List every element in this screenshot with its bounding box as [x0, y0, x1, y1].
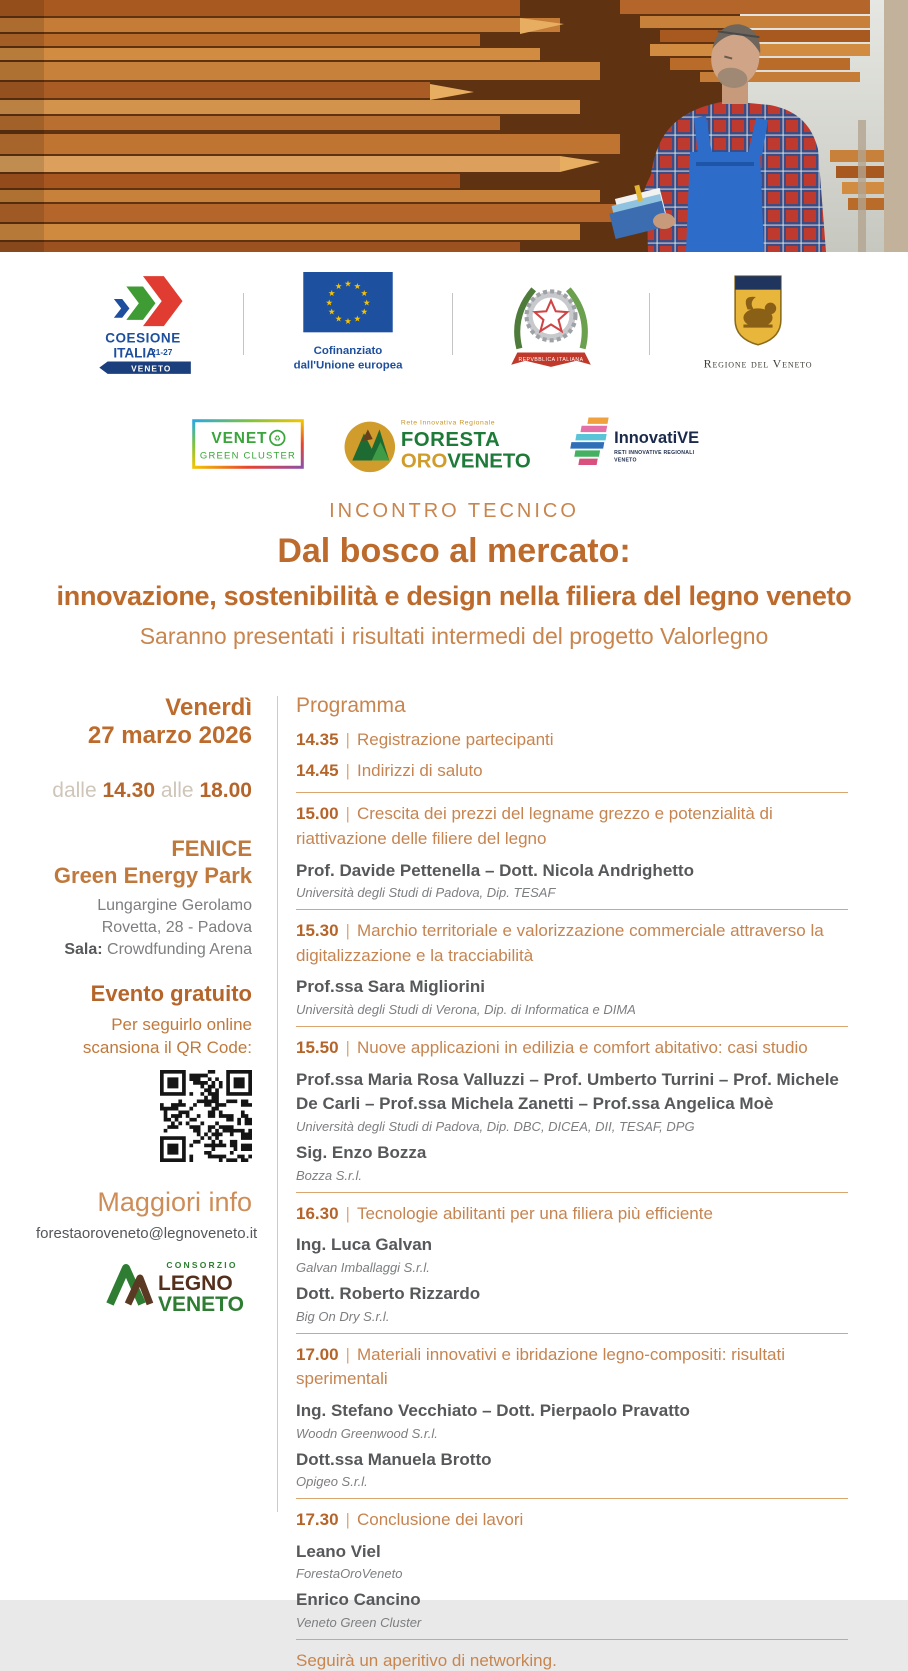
svg-text:Rete Innovativa Regionale: Rete Innovativa Regionale: [400, 419, 496, 427]
svg-text:dall'Unione europea: dall'Unione europea: [293, 359, 402, 372]
program-entry: [296, 1508, 848, 1533]
svg-text:VENETO: VENETO: [614, 456, 637, 463]
regione-caption: Regione del Veneto: [703, 356, 812, 371]
content-columns: [0, 688, 908, 1671]
logo-veneto-green-cluster: [192, 415, 304, 478]
event-title: Dal bosco al mercato:: [277, 532, 631, 570]
entry-time: 14.35: [296, 730, 339, 749]
speaker-name: Prof.ssa Sara Migliorini: [296, 977, 485, 997]
svg-text:★: ★: [327, 287, 336, 298]
program-entry: [296, 759, 848, 784]
entry-title: Nuove applicazioni in edilizia e comfort abitativo: casi studio: [356, 1038, 808, 1058]
speaker-name: Sig. Enzo Bozza: [296, 1143, 427, 1163]
recycle-icon: ♻: [273, 433, 281, 443]
logo-regione-veneto: [650, 272, 866, 376]
entry-time: 15.30: [296, 921, 339, 941]
speaker-affiliation: Big On Dry S.r.l.: [296, 1308, 390, 1324]
speaker-name: Prof. Davide Pettenella – Dott. Nicola Andrighetto: [296, 860, 694, 880]
title-block: [0, 500, 908, 650]
speaker-name: Leano Viel: [296, 1541, 381, 1561]
svg-text:GREEN CLUSTER: GREEN CLUSTER: [199, 450, 297, 462]
speaker-affiliation: Bozza S.r.l.: [296, 1167, 362, 1183]
pipe-separator: |: [345, 1203, 350, 1223]
speaker-name: Ing. Stefano Vecchiato – Dott. Pierpaolo Pravatto: [296, 1400, 690, 1420]
program-entry: [296, 1202, 848, 1227]
entry-title: Marchio territoriale e valorizzazione commerciale attraverso la digitalizzazione e la tracciabilità: [296, 921, 824, 965]
svg-text:★: ★: [343, 316, 352, 326]
event-subtitle: innovazione, sostenibilità e design nella filiera del legno veneto: [56, 581, 852, 611]
more-info-heading: Maggiori info: [97, 1186, 252, 1217]
svg-text:VENETO: VENETO: [158, 1292, 244, 1316]
pipe-separator: |: [345, 804, 350, 824]
hero-photo: [0, 0, 908, 252]
entry-time: 14.45: [296, 760, 339, 780]
entry-title: Tecnologie abilitanti per una filiera più efficiente: [356, 1203, 713, 1223]
svg-text:CONSORZIO: CONSORZIO: [166, 1259, 238, 1270]
logo-innovative: [558, 412, 716, 481]
program-heading: Programma: [296, 694, 406, 717]
program-divider: [296, 1192, 848, 1193]
program-divider: [296, 1498, 848, 1499]
repubblica-ribbon: REPVBBLICA ITALIANA: [517, 357, 584, 364]
program-entry: [296, 1036, 848, 1061]
svg-text:★: ★: [353, 313, 361, 324]
program-divider: [296, 1333, 848, 1334]
free-event-label: Evento gratuito: [90, 980, 252, 1006]
program-entry: [296, 919, 848, 968]
program-closing: Seguirà un aperitivo di networking.: [296, 1651, 557, 1671]
entry-time: 17.30: [296, 1510, 339, 1530]
svg-text:★: ★: [343, 278, 352, 289]
svg-text:21-27: 21-27: [150, 347, 172, 358]
speaker-affiliation: Opigeo S.r.l.: [296, 1474, 368, 1490]
entry-time: 16.30: [296, 1203, 339, 1223]
speaker-affiliation: Università degli Studi di Padova, Dip. TESAF: [296, 885, 556, 901]
program-divider: [296, 792, 848, 793]
venue-address: Lungargine Gerolamo Rovetta, 28 - Padova: [97, 896, 252, 937]
speaker-affiliation: Università degli Studi di Verona, Dip. di Informatica e DIMA: [296, 1002, 636, 1018]
email-link[interactable]: forestaoroveneto@legnoveneto.it: [36, 1224, 258, 1242]
entry-title: Registrazione partecipanti: [356, 730, 554, 749]
speaker-name: Enrico Cancino: [296, 1590, 421, 1610]
venue-name: FENICE Green Energy Park: [53, 835, 252, 889]
svg-text:VENETO: VENETO: [130, 363, 171, 374]
logo-coesione-italia: [43, 274, 243, 374]
program-entry: [296, 802, 848, 851]
program-divider: [296, 1026, 848, 1027]
pipe-separator: |: [345, 1510, 350, 1530]
institutional-logos-row: [0, 266, 908, 382]
logo-eu-flag: [244, 272, 452, 376]
partner-logos-row: [0, 404, 908, 488]
svg-text:★: ★: [325, 297, 333, 308]
svg-text:★: ★: [353, 281, 361, 292]
contact-email[interactable]: [36, 1224, 258, 1242]
event-kicker: INCONTRO TECNICO: [329, 500, 579, 522]
event-info-column: [36, 688, 258, 1321]
svg-text:★: ★: [334, 281, 342, 292]
entry-time: 17.00: [296, 1344, 339, 1364]
svg-text:★: ★: [359, 306, 368, 317]
program-entry: [296, 728, 848, 753]
svg-text:LEGNO: LEGNO: [158, 1271, 233, 1295]
program-divider: [296, 1639, 848, 1640]
program-column: [296, 688, 848, 1671]
event-tagline: Saranno presentati i risultati intermedi del progetto Valorlegno: [139, 623, 769, 649]
speaker-affiliation: Galvan Imballaggi S.r.l.: [296, 1259, 430, 1275]
svg-text:RETI INNOVATIVE REGIONALI: RETI INNOVATIVE REGIONALI: [614, 449, 695, 456]
entry-time: 15.00: [296, 804, 339, 824]
speaker-affiliation: ForestaOroVeneto: [296, 1566, 403, 1582]
svg-text:VENET: VENET: [211, 429, 268, 447]
speaker-name: Dott. Roberto Rizzardo: [296, 1283, 481, 1303]
entry-title: Crescita dei prezzi del legname grezzo e potenzialità di riattivazione delle filiere del legno: [296, 804, 773, 848]
svg-text:InnovatiVE: InnovatiVE: [614, 428, 700, 447]
speaker-name: Dott.ssa Manuela Brotto: [296, 1449, 492, 1469]
speaker-name: Prof.ssa Maria Rosa Valluzzi – Prof. Umberto Turrini – Prof. Michele De Carli – Prof.ssa Michela Zanetti – Prof.ssa Angelica Moè: [296, 1069, 839, 1114]
svg-text:COESIONE: COESIONE: [104, 330, 181, 346]
pipe-separator: |: [345, 1344, 350, 1364]
program-entry: [296, 1343, 848, 1392]
pipe-separator: |: [345, 1038, 350, 1058]
logo-repubblica-italiana: [453, 273, 649, 375]
event-date: Venerdì 27 marzo 2026: [87, 694, 252, 750]
svg-text:★: ★: [359, 287, 368, 298]
speaker-affiliation: Woodn Greenwood S.r.l.: [296, 1425, 438, 1441]
svg-text:ITALIA: ITALIA: [112, 345, 156, 361]
logo-consorzio-legno-veneto: [36, 1256, 252, 1321]
venue-room: Sala: Crowdfunding Arena: [64, 941, 252, 959]
column-divider: [277, 696, 278, 1512]
eu-caption: Cofinanziato: [313, 345, 382, 358]
program-divider: [296, 909, 848, 910]
pipe-separator: |: [345, 730, 350, 749]
svg-text:FORESTA: FORESTA: [400, 428, 501, 451]
entry-title: Materiali innovativi e ibridazione legno-compositi: risultati sperimentali: [296, 1344, 785, 1389]
svg-text:OROVENETO: OROVENETO: [400, 449, 531, 472]
entry-time: 15.50: [296, 1038, 339, 1058]
pipe-separator: |: [345, 760, 350, 780]
speaker-affiliation: Veneto Green Cluster: [296, 1615, 422, 1631]
entry-title: Conclusione dei lavori: [356, 1510, 524, 1530]
logo-foresta-oro-veneto: [338, 410, 531, 483]
speaker-name: Ing. Luca Galvan: [296, 1235, 433, 1255]
speaker-affiliation: Università degli Studi di Padova, Dip. DBC, DICEA, DII, TESAF, DPG: [296, 1119, 695, 1135]
svg-text:★: ★: [362, 297, 370, 308]
qr-caption: Per seguirlo online scansiona il QR Code:: [82, 1014, 252, 1057]
pipe-separator: |: [345, 921, 350, 941]
svg-text:★: ★: [334, 313, 342, 324]
event-time: dalle 14.30 alle 18.00: [52, 778, 252, 802]
qr-code: [36, 1070, 252, 1167]
entry-title: Indirizzi di saluto: [356, 760, 483, 780]
svg-text:★: ★: [327, 306, 336, 317]
